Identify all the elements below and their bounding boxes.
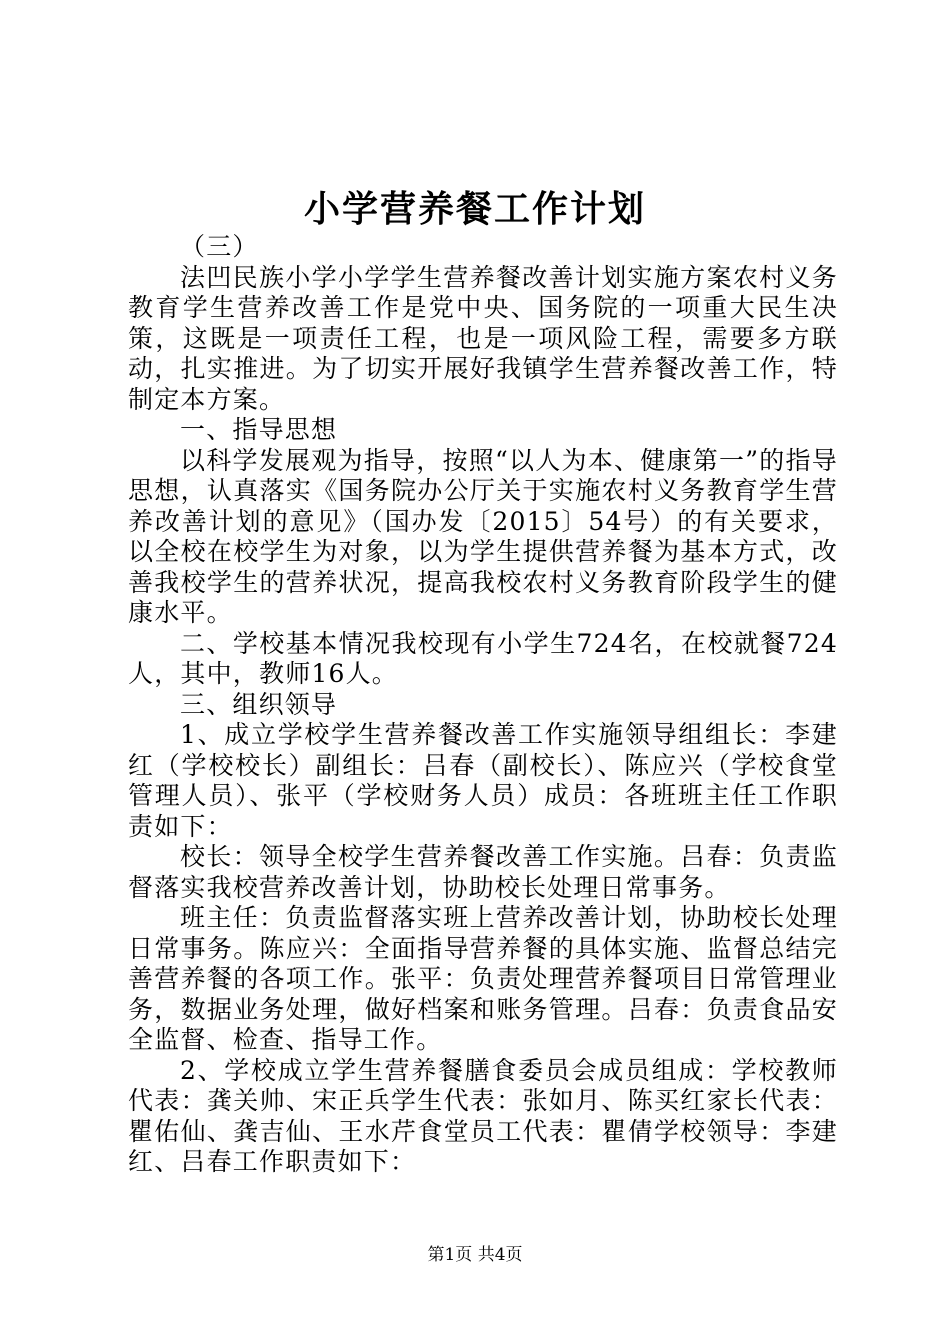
paragraph-teacher-duties: 班主任：负责监督落实班上营养改善计划，协助校长处理日常事务。陈应兴：全面指导营养餐的具体实施、监督总结完善营养餐的各项工作。张平：负责处理营养餐项目日常管理业务，数据业务处理，做好档案和账务管理。吕春：负责食品安全监督、检查、指导工作。	[128, 903, 838, 1054]
page-title: 小学营养餐工作计划	[303, 188, 646, 230]
paragraph-school-info: 二、学校基本情况我校现有小学生724名，在校就餐724人，其中，教师16人。	[128, 628, 838, 688]
paragraph-principal-duties: 校长：领导全校学生营养餐改善工作实施。吕春：负责监督落实我校营养改善计划，协助校长处理日常事务。	[128, 842, 838, 902]
page-footer: 第1页 共4页	[427, 1245, 523, 1265]
heading-organization: 三、组织领导	[180, 689, 338, 719]
paragraph-leadership-group: 1、成立学校学生营养餐改善工作实施领导组组长：李建红（学校校长）副组长：吕春（副校长）、陈应兴（学校食堂管理人员）、张平（学校财务人员）成员：各班班主任工作职责如下：	[128, 720, 838, 841]
paragraph-guiding-ideology: 以科学发展观为指导，按照“以人为本、健康第一”的指导思想，认真落实《国务院办公厅关于实施农村义务教育学生营养改善计划的意见》（国办发〔2015〕54号）的有关要求，以全校在校学生为对象，以为学生提供营养餐为基本方式，改善我校学生的营养状况，提高我校农村义务教育阶段学生的健康水平。	[128, 445, 838, 627]
paragraph-committee: 2、学校成立学生营养餐膳食委员会成员组成：学校教师代表：龚关帅、宋正兵学生代表：张如月、陈买红家长代表：瞿佑仙、龚吉仙、王水芹食堂员工代表：瞿倩学校领导：李建红、吕春工作职责如下：	[128, 1055, 838, 1176]
document-body	[128, 232, 838, 1178]
heading-guiding-ideology: 一、指导思想	[180, 415, 338, 444]
paragraph-intro: 法凹民族小学小学学生营养餐改善计划实施方案农村义务教育学生营养改善工作是党中央、国务院的一项重大民生决策，这既是一项责任工程，也是一项风险工程，需要多方联动，扎实推进。为了切实开展好我镇学生营养餐改善工作，特制定本方案。	[128, 262, 838, 414]
paragraph-section-number: （三）	[180, 232, 259, 261]
